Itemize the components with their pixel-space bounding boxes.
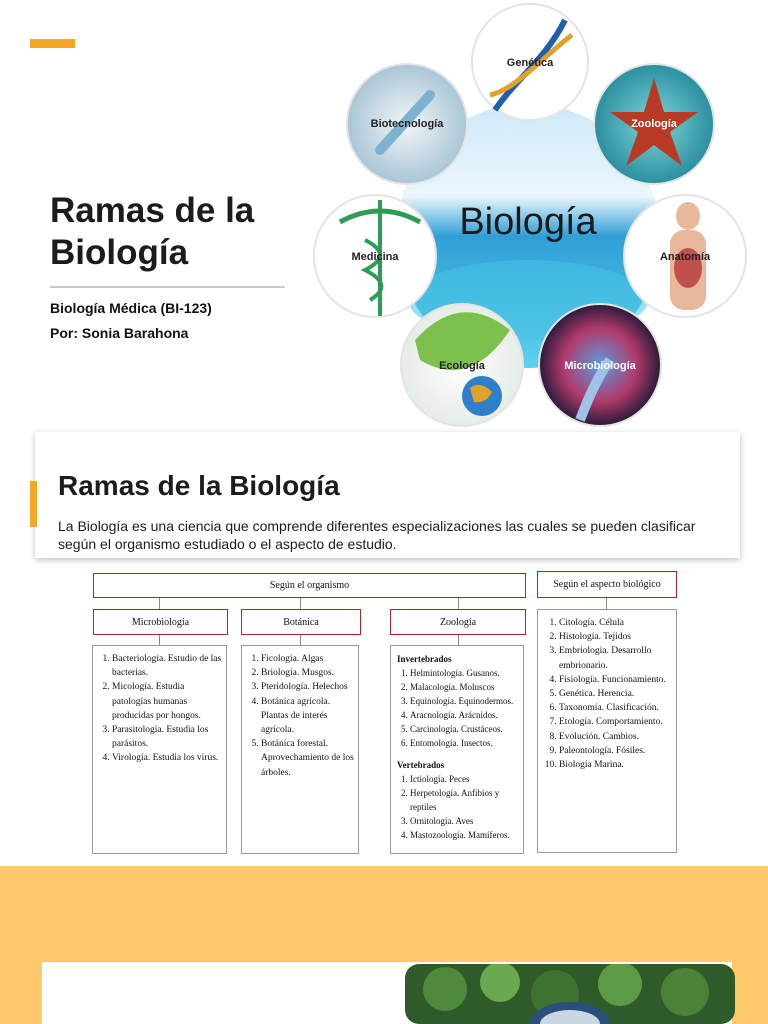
- aspecto-list: [537, 609, 677, 853]
- list-item: 4. Fisiología. Funcionamiento.: [559, 673, 672, 687]
- list-item: 4. Mastozoología. Mamíferos.: [410, 828, 519, 842]
- biotecnologia-node: [347, 64, 467, 184]
- list-item: 1. Helmintología. Gusanos.: [410, 666, 519, 680]
- list-item: 5. Botánica forestal. Aprovechamiento de los árboles.: [261, 737, 354, 780]
- genetica-node: [472, 4, 588, 120]
- list-item: 5. Carcinología. Crustáceos.: [410, 722, 519, 736]
- list-item: 6. Taxonomía. Clasificación.: [559, 701, 672, 715]
- list-item: 3. Equinología. Equinodermos.: [410, 694, 519, 708]
- vertebrados-label: Vertebrados: [397, 760, 445, 770]
- section-description: La Biología es una ciencia que comprende diferentes especializaciones las cuales se pueden clasificar según el organismo estudiado o el aspecto de estudio.: [58, 518, 696, 552]
- list-item: 4. Aracnología. Arácnidos.: [410, 708, 519, 722]
- list-item: 3. Embriología. Desarrollo embrionario.: [559, 644, 672, 672]
- node-label-medicina: Medicina: [351, 251, 399, 263]
- list-item: 3. Ornitología. Aves: [410, 814, 519, 828]
- biology-collage: [310, 0, 768, 432]
- ecologia-node: [401, 304, 523, 426]
- list-item: 8. Evolución. Cambios.: [559, 730, 672, 744]
- list-item: 1. Ictiología. Peces: [410, 772, 519, 786]
- list-item: 10. Biología Marina.: [559, 758, 672, 772]
- list-item: 7. Etología. Comportamiento.: [559, 715, 672, 729]
- connector-line: [606, 597, 607, 609]
- organism-header: Según el organismo: [93, 573, 526, 598]
- zoologia-node: [594, 64, 714, 184]
- node-label-microbiologia: Microbiología: [564, 360, 636, 372]
- accent-bar: [30, 39, 75, 48]
- list-item: 2. Histología. Tejidos: [559, 630, 672, 644]
- connector-line: [458, 597, 459, 609]
- list-item: 2. Micología. Estudia patologías humanas producidas por hongos.: [112, 680, 222, 723]
- node-label-anatomia: Anatomía: [659, 251, 711, 263]
- node-label-ecologia: Ecología: [439, 360, 485, 372]
- list-item: 2. Briología. Musgos.: [261, 666, 354, 680]
- node-label-biotecnologia: Biotecnología: [370, 118, 444, 130]
- node-label-zoologia: Zoología: [631, 118, 677, 130]
- course-code: Biología Médica (BI-123): [50, 300, 212, 316]
- microbiologia-list: [92, 645, 227, 854]
- list-item: 1. Citología. Célula: [559, 616, 672, 630]
- list-item: 3. Pteridología. Helechos: [261, 680, 354, 694]
- zoologia-header: Zoología: [390, 609, 526, 635]
- list-item: 9. Paleontología. Fósiles.: [559, 744, 672, 758]
- connector-line: [159, 597, 160, 609]
- invertebrados-label: Invertebrados: [397, 654, 452, 664]
- aspect-header: Según el aspecto biológico: [537, 571, 677, 598]
- collage-center-label: Biología: [459, 201, 597, 243]
- zoologia-list: [390, 645, 524, 854]
- list-item: 5. Genética. Herencia.: [559, 687, 672, 701]
- anatomia-node: [624, 195, 746, 317]
- list-item: 2. Malacología. Moluscos: [410, 680, 519, 694]
- list-item: 1. Bacteriología. Estudio de las bacterias.: [112, 652, 222, 680]
- section-title: Ramas de la Biología: [58, 470, 340, 501]
- list-item: 4. Botánica agrícola. Plantas de interés agrícola.: [261, 695, 354, 738]
- list-item: 6. Entomología. Insectos.: [410, 736, 519, 750]
- medicina-node: [314, 195, 436, 317]
- list-item: 4. Virología. Estudia los virus.: [112, 751, 222, 765]
- botanica-list: [241, 645, 359, 854]
- node-label-genetica: Genética: [506, 57, 554, 69]
- microbiologia-header: Microbiología: [93, 609, 228, 635]
- page-title: Ramas de la Biología: [50, 191, 255, 272]
- author-line: Por: Sonia Barahona: [50, 325, 189, 341]
- card-accent-bar: [30, 481, 37, 527]
- microbiologia-node: [539, 304, 661, 426]
- botanica-header: Botánica: [241, 609, 361, 635]
- list-item: 2. Herpetología. Anfibios y reptiles: [410, 786, 519, 814]
- list-item: 1. Ficología. Algas: [261, 652, 354, 666]
- plants-image: [405, 964, 735, 1024]
- list-item: 3. Parasitología. Estudia los parásitos.: [112, 723, 222, 751]
- title-divider: [50, 286, 285, 288]
- connector-line: [300, 597, 301, 609]
